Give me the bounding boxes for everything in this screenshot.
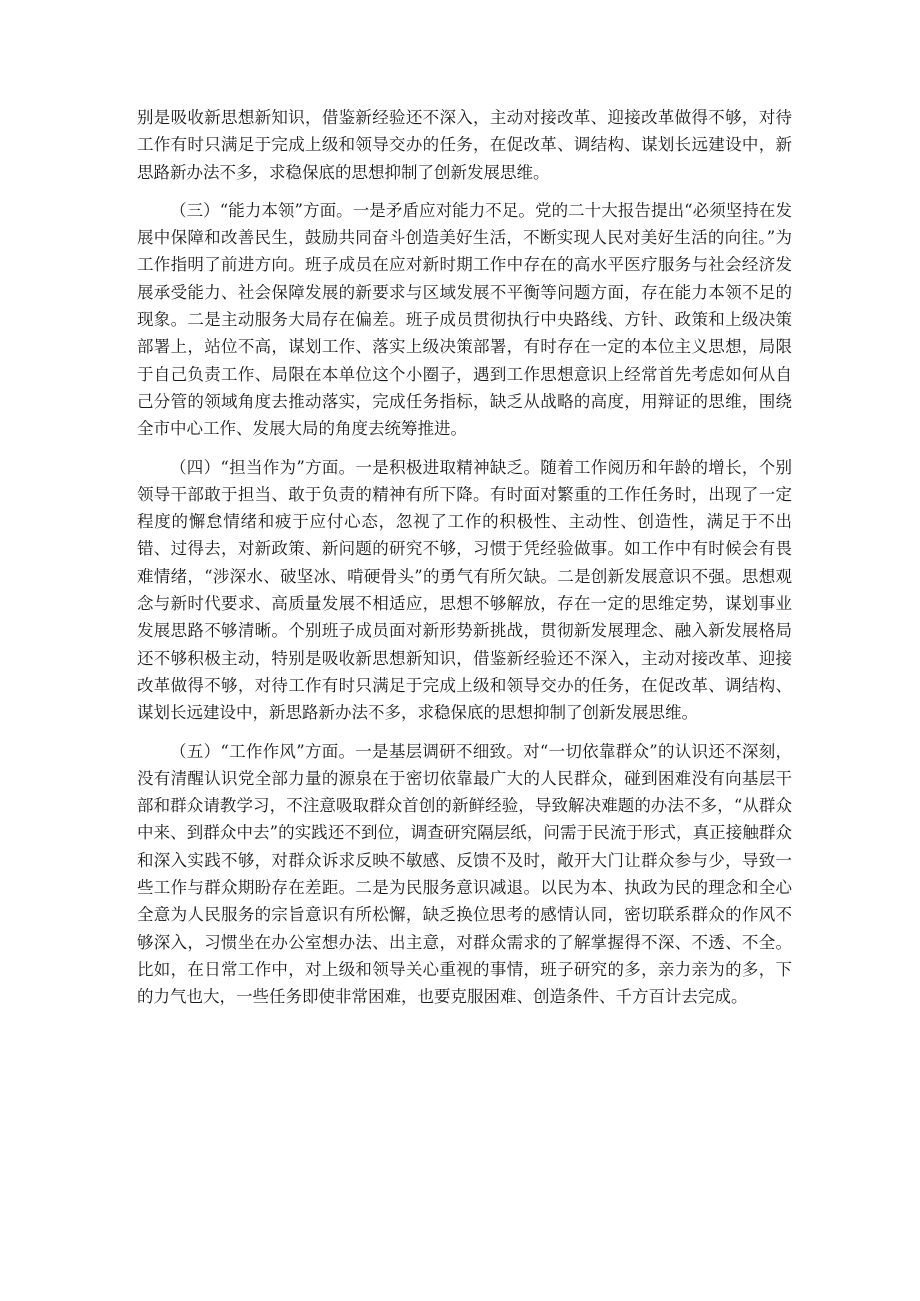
paragraph-responsibility: （四）“担当作为”方面。一是积极进取精神缺乏。随着工作阅历和年龄的增长，个别领导干部敢于担当、敢于负责的精神有所下降。有时面对繁重的工作任务时，出现了一定程度的懈怠情绪和疲于应付心态，忽视了工作的积极性、主动性、创造性，满足于不出错、过得去，对新政策、新问题的研究不够，习惯于凭经验做事。如工作中有时候会有畏难情绪，“涉深水、破坚冰、啃硬骨头”的勇气有所欠缺。二是创新发展意识不强。思想观念与新时代要求、高质量发展不相适应，思想不够解放，存在一定的思维定势，谋划事业发展思路不够清晰。个别班子成员面对新形势新挑战，贯彻新发展理念、融入新发展格局还不够积极主动，特别是吸收新思想新知识，借鉴新经验还不深入，主动对接改革、迎接改革做得不够，对待工作有时只满足于完成上级和领导交办的任务，在促改革、调结构、谋划长远建设中，新思路新办法不多，求稳保底的思想抑制了创新发展思维。	[137, 457, 792, 723]
document-page	[137, 104, 792, 1022]
paragraph-continuation: 别是吸收新思想新知识，借鉴新经验还不深入，主动对接改革、迎接改革做得不够，对待工作有时只满足于完成上级和领导交办的任务，在促改革、调结构、谋划长远建设中，新思路新办法不多，求稳保底的思想抑制了创新发展思维。	[137, 108, 792, 182]
paragraph-ability: （三）“能力本领”方面。一是矛盾应对能力不足。党的二十大报告提出“必须坚持在发展中保障和改善民生，鼓励共同奋斗创造美好生活，不断实现人民对美好生活的向往。”为工作指明了前进方向。班子成员在应对新时期工作中存在的高水平医疗服务与社会经济发展承受能力、社会保障发展的新要求与区域发展不平衡等问题方面，存在能力本领不足的现象。二是主动服务大局存在偏差。班子成员贯彻执行中央路线、方针、政策和上级决策部署上，站位不高，谋划工作、落实上级决策部署，有时存在一定的本位主义思想，局限于自己负责工作、局限在本单位这个小圈子，遇到工作思想意识上经常首先考虑如何从自己分管的领域角度去推动落实，完成任务指标，缺乏从战略的高度，用辩证的思维，围绕全市中心工作、发展大局的角度去统筹推进。	[137, 200, 792, 439]
paragraph-work-style: （五）“工作作风”方面。一是基层调研不细致。对“一切依靠群众”的认识还不深刻，没有清醒认识党全部力量的源泉在于密切依靠最广大的人民群众，碰到困难没有向基层干部和群众请教学习，不注意吸取群众首创的新鲜经验，导致解决难题的办法不多，“从群众中来、到群众中去”的实践还不到位，调查研究隔层纸，问需于民流于形式，真正接触群众和深入实践不够，对群众诉求反映不敏感、反馈不及时，敞开大门让群众参与少，导致一些工作与群众期盼存在差距。二是为民服务意识减退。以民为本、执政为民的理念和全心全意为人民服务的宗旨意识有所松懈，缺乏换位思考的感情认同，密切联系群众的作风不够深入，习惯坐在办公室想办法、出主意，对群众需求的了解掌握得不深、不透、不全。比如，在日常工作中，对上级和领导关心重视的事情，班子研究的多，亲力亲为的多，下的力气也大，一些任务即使非常困难，也要克服困难、创造条件、千方百计去完成。	[137, 741, 792, 1007]
